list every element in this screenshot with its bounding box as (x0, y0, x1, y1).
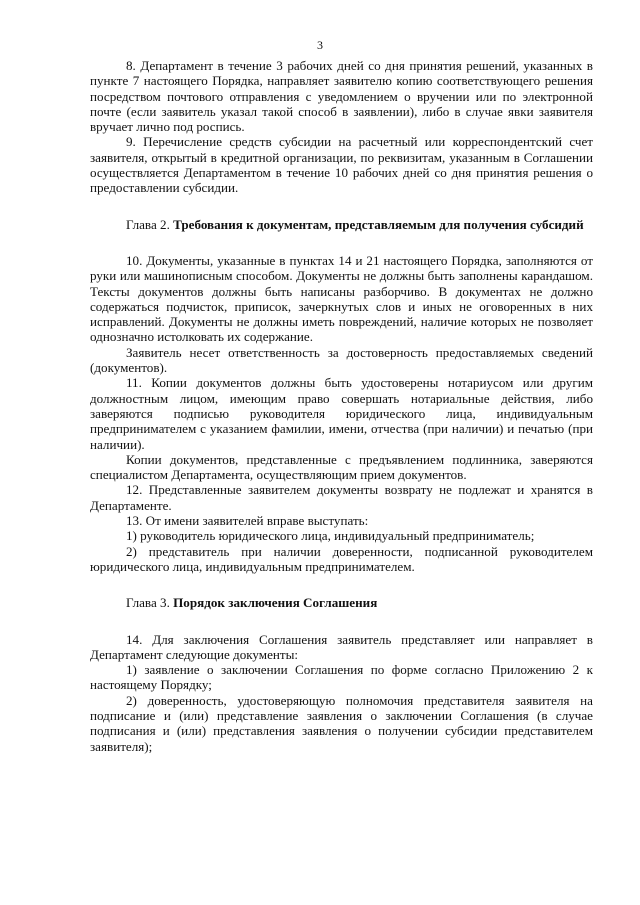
paragraph-11-copies: Копии документов, представленные с предъявлением подлинника, заверяются специалистом Департамента, осуществляющим прием документов. (90, 451, 593, 483)
paragraph-14: 14. Для заключения Соглашения заявитель представляет или направляет в Департамент следующие документы: (90, 631, 593, 662)
chapter-2-prefix: Глава 2. (126, 216, 174, 232)
paragraph-13: 13. От имени заявителей вправе выступать: (126, 513, 369, 529)
paragraph-11: 11. Копии документов должны быть удостоверены нотариусом или другим должностным лицом, имеющим право совершать нотариальные действия, либо заверяются подписью руководителя юридического лица, индивидуальным предпринимателем с указанием фамилии, имени, отчества (при наличии) и печатью (при наличии). (90, 375, 593, 452)
paragraph-14-item-2: 2) доверенность, удостоверяющую полномочия представителя заявителя на подписание и (или) представление заявления о заключении Соглашения (в случае подписания и (или) представления заявления о получении субсидии представителем заявителя); (90, 692, 593, 754)
chapter-2-title: Требования к документам, представляемым для получения субсидий (173, 216, 584, 232)
paragraph-13-item-2: 2) представитель при наличии доверенности, подписанной руководителем юридического лица, индивидуальным предпринимателем. (90, 543, 593, 574)
chapter-3-prefix: Глава 3. (126, 595, 174, 611)
paragraph-10-responsibility: Заявитель несет ответственность за достоверность предоставляемых сведений (документов). (90, 344, 593, 376)
page-number: 3 (317, 38, 323, 52)
chapter-3-title: Порядок заключения Соглашения (173, 595, 378, 611)
chapter-2-heading (90, 217, 593, 232)
chapter-3-heading (90, 595, 593, 610)
paragraph-13-item-1: 1) руководитель юридического лица, индивидуальный предприниматель; (126, 528, 535, 544)
document-body (90, 58, 593, 754)
paragraph-12: 12. Представленные заявителем документы возврату не подлежат и хранятся в Департаменте. (90, 482, 593, 513)
paragraph-10: 10. Документы, указанные в пунктах 14 и 21 настоящего Порядка, заполняются от руки или машинописным способом. Документы не должны быть заполнены карандашом. Тексты документов должны быть написаны разборчиво. В документах не должно содержаться подчисток, приписок, зачеркнутых слов и иных не оговоренных в них исправлений. Документы не должны иметь повреждений, наличие которых не позволяет однозначно истолковать их содержание. (90, 252, 593, 345)
paragraph-14-item-1: 1) заявление о заключении Соглашения по форме согласно Приложению 2 к настоящему Порядку; (90, 662, 593, 693)
paragraph-9: 9. Перечисление средств субсидии на расчетный или корреспондентский счет заявителя, открытый в кредитной организации, по реквизитам, указанным в Соглашении осуществляется Департаментом в течение 10 рабочих дней со дня принятия решения о предоставлении субсидии. (90, 134, 593, 196)
paragraph-8: 8. Департамент в течение 3 рабочих дней со дня принятия решений, указанных в пункте 7 настоящего Порядка, направляет заявителю копию соответствующего решения посредством почтового отправления с уведомлением о вручении или по электронной почте (если заявитель указал такой способ в заявлении), либо в случае явки заявителя вручает лично под роспись. (90, 58, 593, 135)
